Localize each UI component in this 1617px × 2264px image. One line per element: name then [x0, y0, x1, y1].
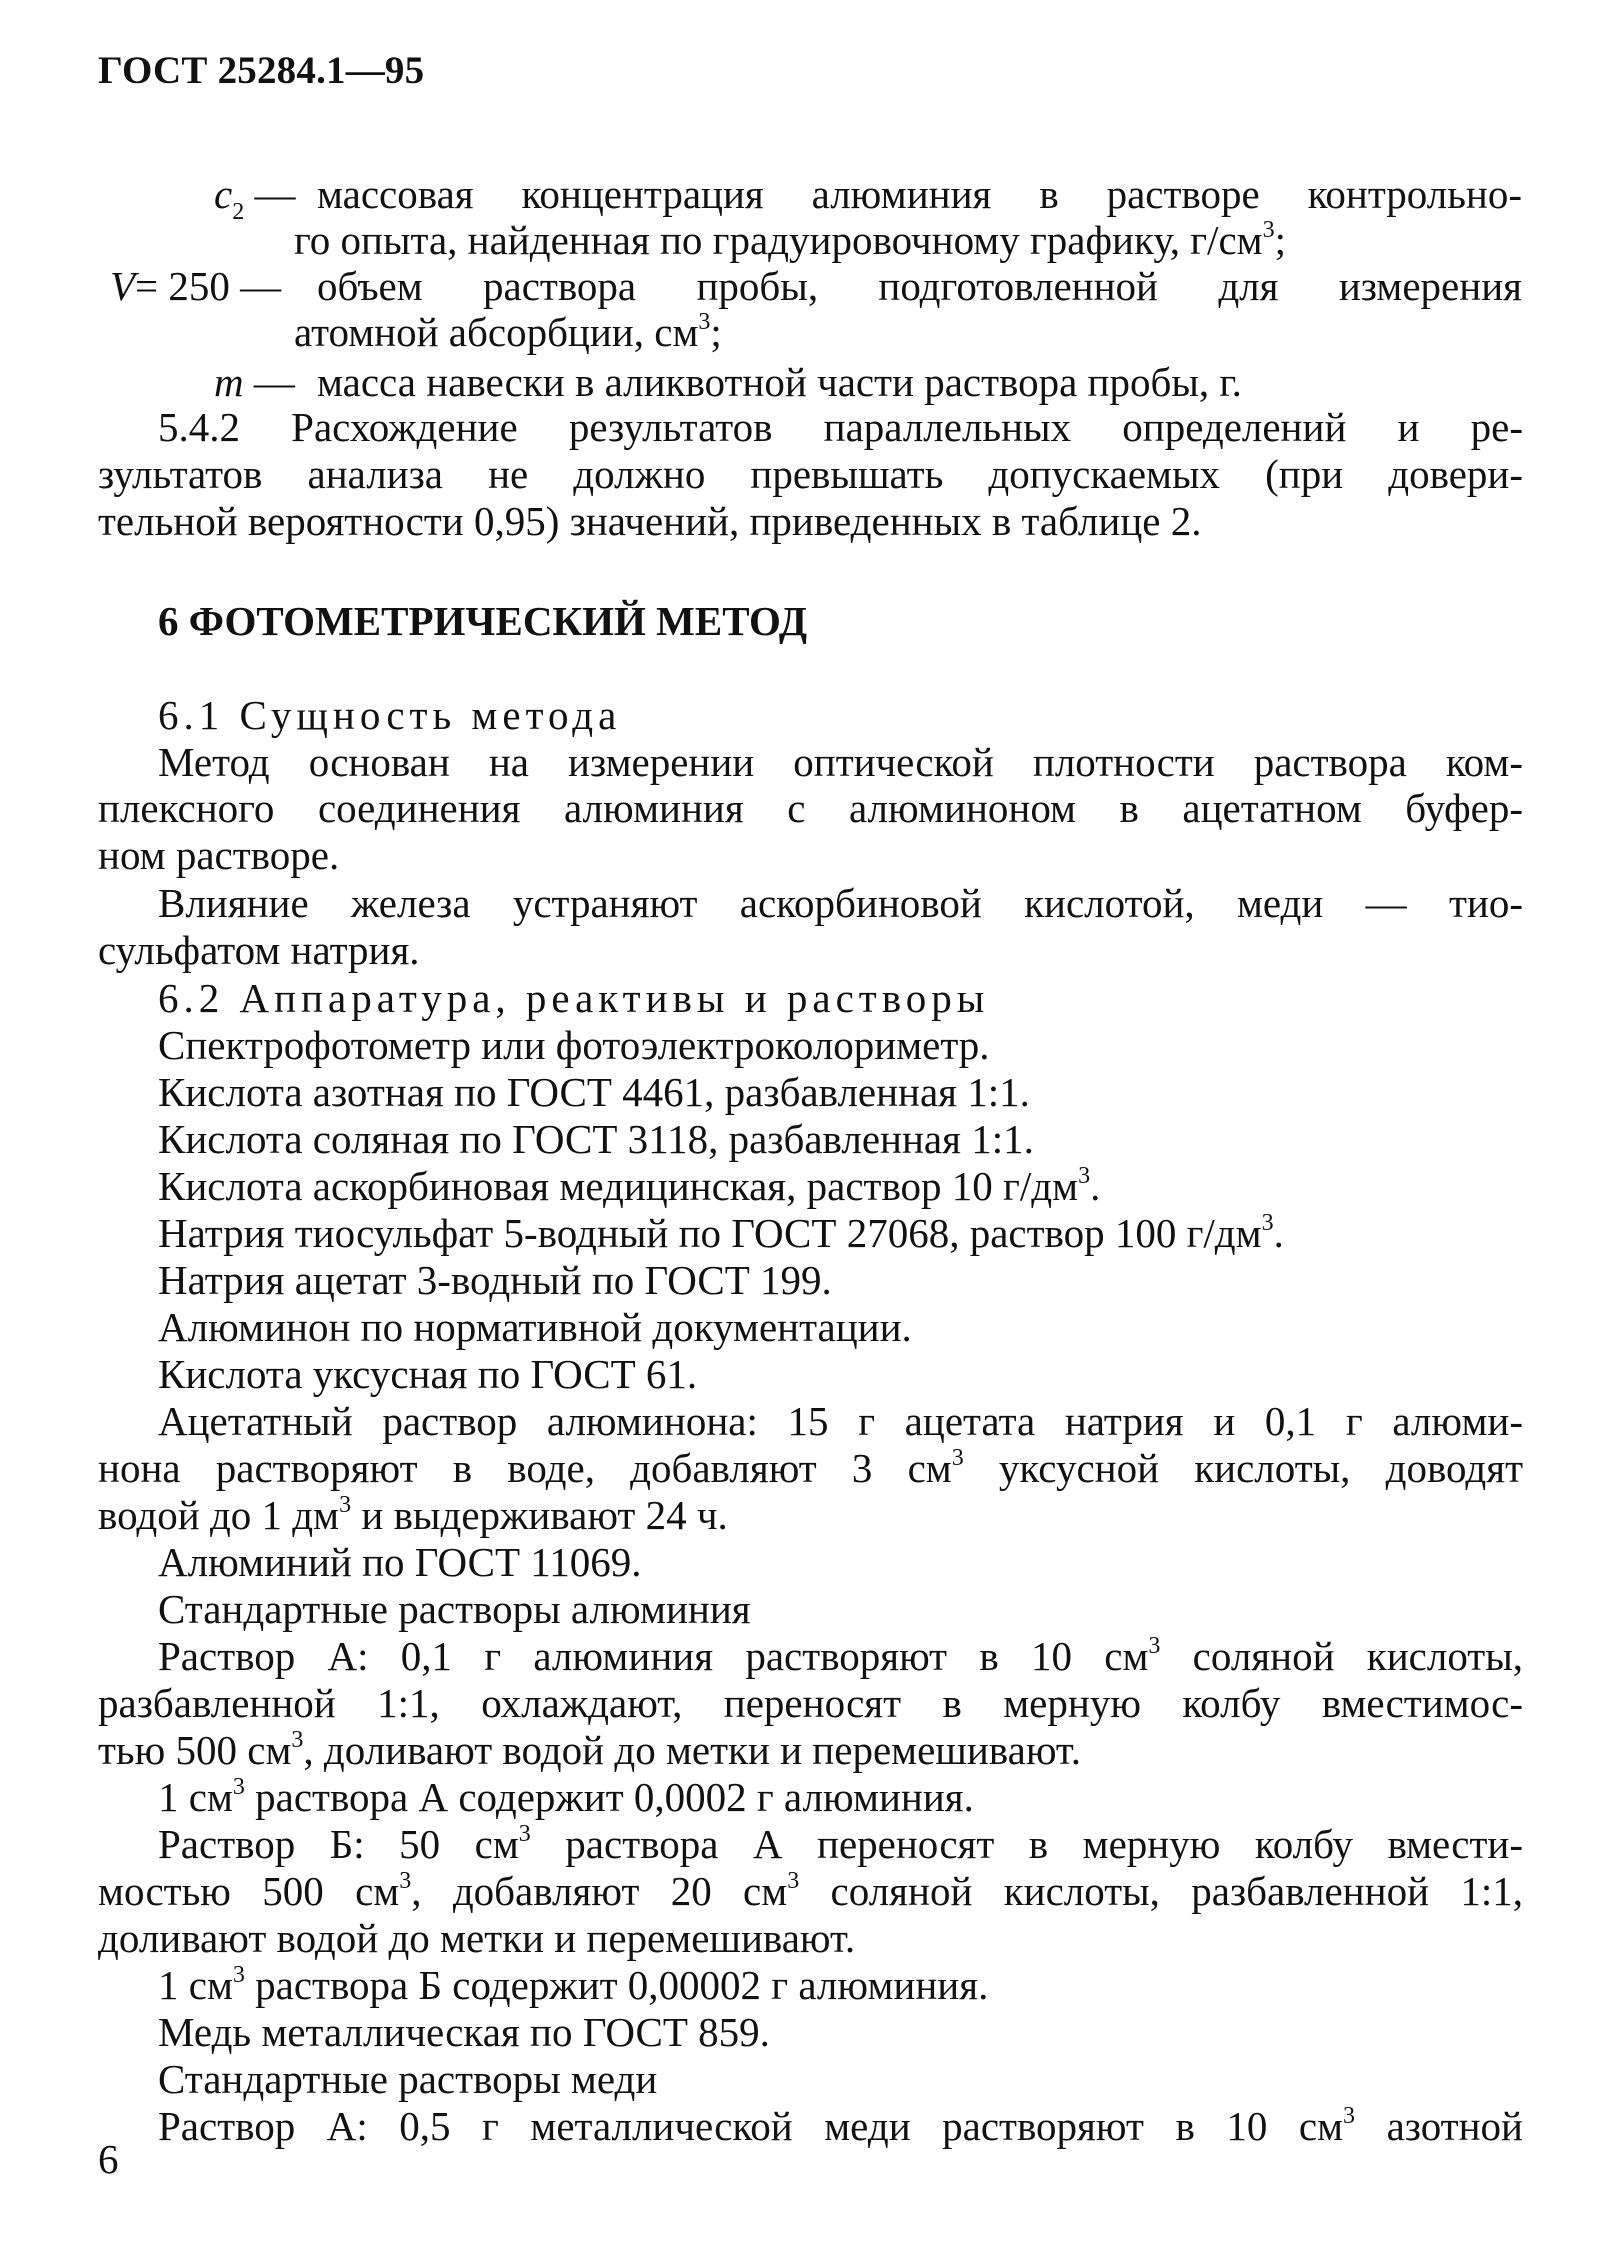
definition-symbol-m: m —: [214, 359, 295, 405]
s62-line-21: 1 $см^3$ раствора Б содержит 0,00002 г алюминия.: [158, 1962, 989, 2008]
s62-line-22: Медь металлическая по ГОСТ 859.: [158, 2009, 770, 2055]
s62-line-9: Ацетатный раствор алюминона: 15 г ацетата натрия и 0,1 г алюми-: [158, 1398, 1523, 1444]
s62-line-12: Алюминий по ГОСТ 11069.: [158, 1539, 642, 1585]
s62-line-24: Раствор А: 0,5 г металлической меди растворяют в 10 $см^3$ азотной: [158, 2103, 1523, 2149]
p542-line-3: тельной вероятности 0,95) значений, приведенных в таблице 2.: [98, 498, 1202, 544]
definition-v-line-1: объем раствора пробы, подготовленной для измерения: [317, 263, 1522, 309]
s62-line-10: нона растворяют в воде, добавляют 3 $см^3$ уксусной кислоты, доводят: [98, 1445, 1523, 1491]
s61-p1-line-2: плексного соединения алюминия с алюминоном в ацетатном буфер-: [98, 785, 1523, 831]
document-header: ГОСТ 25284.1—95: [98, 49, 425, 92]
s62-line-18: Раствор Б: 50 $см^3$ раствора А переносят в мерную колбу вмести-: [158, 1821, 1523, 1867]
definition-symbol-c2: $c_2$ —: [214, 171, 296, 226]
definition-m-line-1: масса навески в аликвотной части раствора пробы, г.: [317, 359, 1242, 405]
s61-p1-line-1: Метод основан на измерении оптической плотности раствора ком-: [158, 739, 1523, 785]
section-6-1-heading: 6.1 Сущность метода: [158, 692, 622, 738]
s62-line-23: Стандартные растворы меди: [158, 2056, 658, 2102]
s62-line-19: мостью 500 $см^3$, добавляют 20 $см^3$ соляной кислоты, разбавленной 1:1,: [98, 1868, 1523, 1914]
s62-line-16: тью 500 $см^3$, доливают водой до метки и перемешивают.: [98, 1727, 1081, 1773]
s62-line-14: Раствор А: 0,1 г алюминия растворяют в 10 $см^3$ соляной кислоты,: [158, 1633, 1523, 1679]
s62-line-2: Кислота азотная по ГОСТ 4461, разбавленная 1:1.: [158, 1069, 1030, 1115]
definition-c2-line-2: го опыта, найденная по градуировочному графику, $г/см^3$;: [294, 217, 1286, 263]
p542-line-2: зультатов анализа не должно превышать допускаемых (при довери-: [98, 451, 1523, 497]
s62-line-5: Натрия тиосульфат 5-водный по ГОСТ 27068, раствор 100 $г/дм^3$.: [158, 1210, 1284, 1256]
s62-line-13: Стандартные растворы алюминия: [158, 1586, 751, 1632]
s62-line-6: Натрия ацетат 3-водный по ГОСТ 199.: [158, 1257, 832, 1303]
page-number: 6: [98, 2136, 119, 2182]
p542-line-1: 5.4.2 Расхождение результатов параллельных определений и ре-: [158, 404, 1523, 450]
s62-line-15: разбавленной 1:1, охлаждают, переносят в мерную колбу вместимос-: [98, 1680, 1523, 1726]
s62-line-7: Алюминон по нормативной документации.: [158, 1304, 912, 1350]
s61-p2-line-1: Влияние железа устраняют аскорбиновой кислотой, меди — тио-: [158, 880, 1523, 926]
s62-line-4: Кислота аскорбиновая медицинская, раствор 10 $г/дм^3$.: [158, 1163, 1101, 1209]
definition-v-line-2: атомной абсорбции, $см^3$;: [294, 309, 722, 355]
s61-p2-line-2: сульфатом натрия.: [98, 927, 420, 973]
s62-line-11: водой до 1 $дм^3$ и выдерживают 24 ч.: [98, 1492, 728, 1538]
section-6-title: 6 ФОТОМЕТРИЧЕСКИЙ МЕТОД: [158, 598, 808, 644]
section-6-2-heading: 6.2 Аппаратура, реактивы и растворы: [158, 975, 990, 1021]
definition-symbol-v: V= 250 —: [110, 263, 282, 309]
s62-line-17: 1 $см^3$ раствора А содержит 0,0002 г алюминия.: [158, 1774, 974, 1820]
s62-line-1: Спектрофотометр или фотоэлектроколориметр.: [158, 1022, 990, 1068]
s61-p1-line-3: ном растворе.: [98, 832, 340, 878]
s62-line-3: Кислота соляная по ГОСТ 3118, разбавленная 1:1.: [158, 1116, 1034, 1162]
s62-line-20: доливают водой до метки и перемешивают.: [98, 1915, 856, 1961]
s62-line-8: Кислота уксусная по ГОСТ 61.: [158, 1351, 698, 1397]
definition-c2-line-1: массовая концентрация алюминия в растворе контрольно-: [317, 171, 1522, 217]
